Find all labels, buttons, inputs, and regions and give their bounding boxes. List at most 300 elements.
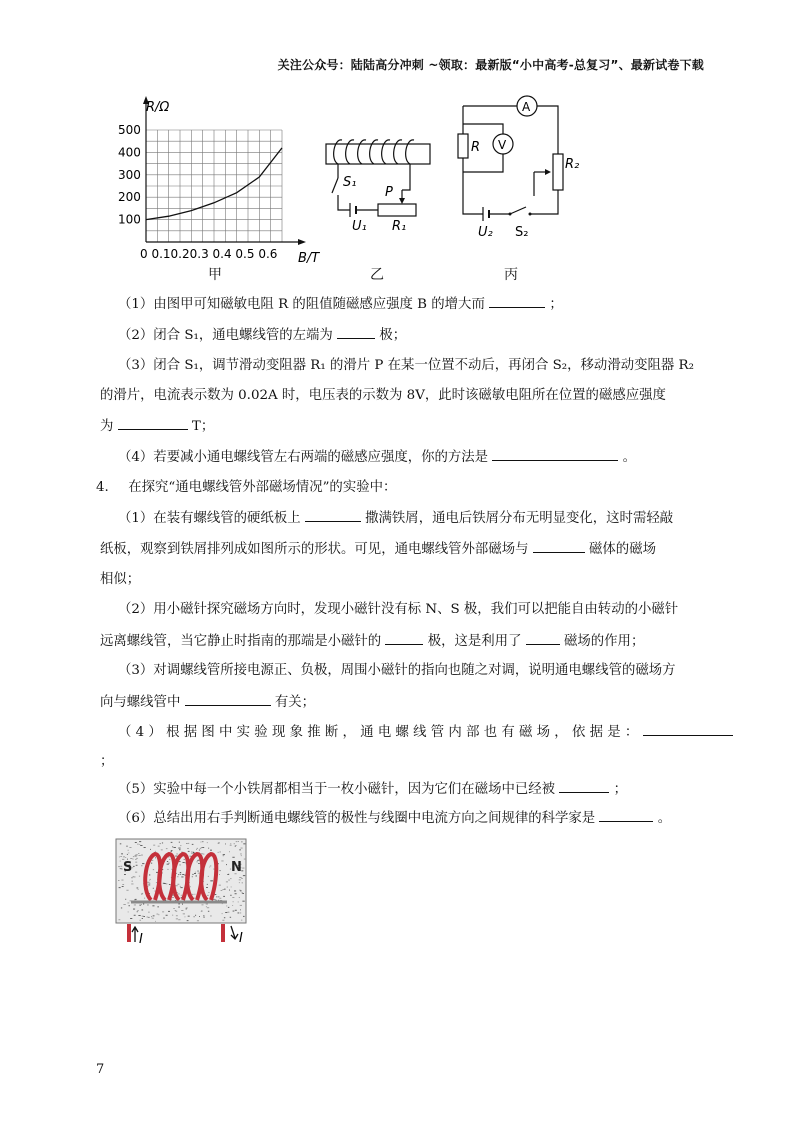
iron-filing: [176, 915, 178, 916]
iron-filing: [175, 856, 177, 857]
iron-filing: [181, 910, 183, 911]
iron-filing: [120, 866, 122, 867]
iron-filing: [182, 904, 183, 905]
iron-filing: [197, 848, 198, 849]
iron-filing: [157, 914, 159, 915]
iron-filing: [162, 869, 163, 870]
iron-filing: [135, 842, 137, 843]
iron-filing: [226, 881, 228, 882]
iron-filing: [136, 858, 138, 859]
rheostat-r2: [553, 154, 563, 190]
iron-filing: [155, 851, 156, 852]
y-axis-label: R/Ω: [146, 100, 170, 115]
iron-filing: [241, 920, 242, 921]
iron-filing: [139, 844, 140, 845]
iron-filing: [149, 883, 151, 884]
iron-filing: [179, 849, 181, 850]
iron-filing: [125, 899, 126, 900]
iron-filing: [235, 893, 237, 894]
iron-filing: [188, 916, 190, 917]
iron-filing: [142, 918, 143, 919]
iron-filing: [176, 854, 178, 855]
label-u2: U₂: [478, 225, 493, 240]
iron-filing: [206, 904, 208, 905]
iron-filing: [150, 849, 151, 850]
q3-part3-line2: 的滑片，电流表示数为 0.02A 时，电压表的示数为 8V，此时该磁敏电阻所在位置的磁感应强度: [100, 388, 666, 403]
iron-filing: [181, 877, 183, 878]
x-tick-labels: 0 0.10.20.3 0.4 0.5 0.6: [140, 247, 278, 261]
iron-filing: [235, 845, 237, 846]
iron-filing: [240, 909, 241, 910]
iron-filing: [236, 841, 238, 842]
iron-filing: [126, 890, 128, 891]
iron-filing: [158, 846, 160, 847]
iron-filing: [180, 872, 181, 873]
iron-filing: [208, 892, 209, 893]
iron-filing: [144, 898, 145, 899]
iron-filing: [158, 914, 159, 915]
iron-filing: [143, 904, 144, 905]
iron-filing: [135, 899, 137, 900]
iron-filing: [129, 847, 131, 848]
iron-filing: [219, 874, 220, 875]
iron-filing: [203, 915, 204, 916]
iron-filing: [201, 847, 203, 848]
page-header: 关注公众号：陆陆高分冲刺 ~领取：最新版“小中高考-总复习”、最新试卷下载: [277, 58, 704, 72]
iron-filing: [230, 917, 231, 918]
iron-filing: [151, 863, 152, 864]
q4-part1-line3: 相似；: [100, 572, 141, 587]
label-s2: S₂: [515, 225, 529, 240]
y-tick-label: 300: [118, 167, 141, 182]
iron-filing: [140, 920, 142, 921]
q4-intro: 4. 在探究“通电螺线管外部磁场情况”的实验中：: [96, 480, 397, 495]
iron-filing: [136, 854, 137, 855]
iron-filing: [239, 849, 241, 850]
iron-filing: [239, 877, 241, 878]
q4-part5: （5）实验中每一个小铁屑都相当于一枚小磁针，因为它们在磁场中已经被 ；: [118, 779, 627, 800]
iron-filing: [233, 911, 235, 912]
resistor-r: [458, 134, 468, 158]
x-axis-label: B/T: [298, 251, 320, 266]
iron-filing: [180, 887, 182, 888]
iron-filing: [232, 857, 234, 858]
iron-filing: [171, 851, 172, 852]
iron-filing: [225, 912, 227, 913]
iron-filing: [243, 875, 245, 876]
iron-filing: [177, 884, 179, 885]
iron-filing: [188, 843, 189, 844]
iron-filing: [222, 920, 224, 921]
iron-filing: [230, 878, 231, 879]
iron-filing: [134, 915, 136, 916]
slider-p-icon: [399, 198, 405, 204]
ammeter-label: A: [522, 100, 531, 114]
iron-filing: [238, 913, 240, 914]
iron-filing: [196, 861, 198, 862]
current-up-arrow-icon: [132, 927, 138, 942]
iron-filing: [121, 868, 122, 869]
iron-filing: [139, 905, 141, 906]
iron-filing: [239, 882, 240, 883]
iron-filing: [241, 848, 243, 849]
iron-filing: [132, 881, 134, 882]
iron-filing: [173, 908, 175, 909]
iron-filing: [141, 904, 142, 905]
iron-filing: [225, 844, 226, 845]
iron-filing: [134, 905, 136, 906]
iron-filing: [129, 905, 130, 906]
iron-filing: [243, 843, 245, 844]
iron-filing: [223, 889, 224, 890]
iron-filing: [142, 865, 143, 866]
label-p: P: [385, 185, 393, 200]
figure-jia-graph: [118, 96, 320, 266]
y-tick-label: 200: [118, 190, 141, 205]
iron-filing: [230, 895, 231, 896]
iron-filing: [142, 916, 144, 917]
iron-filing: [130, 858, 132, 859]
switch-s1: [332, 178, 338, 193]
iron-filing: [123, 856, 125, 857]
iron-filing: [163, 918, 164, 919]
iron-filing: [128, 853, 129, 854]
iron-filing: [147, 917, 148, 918]
q3-part4: （4）若要减小通电螺线管左右两端的磁感应强度，你的方法是 。: [118, 447, 636, 468]
switch-s2: [510, 207, 526, 214]
iron-filing: [180, 865, 181, 866]
iron-filing: [166, 848, 168, 849]
iron-filing: [181, 895, 182, 896]
iron-filing: [178, 904, 179, 905]
iron-filing: [233, 901, 234, 902]
iron-filing: [155, 857, 156, 858]
iron-filing: [222, 913, 223, 914]
iron-filing: [152, 905, 154, 906]
iron-filing: [197, 920, 199, 921]
iron-filing: [157, 906, 159, 907]
iron-filing: [242, 878, 243, 879]
iron-filing: [242, 901, 244, 902]
q4-part3-line1: （3）对调螺线管所接电源正、负极，周围小磁针的指向也随之对调，说明通电螺线管的磁场方: [118, 663, 676, 678]
iron-filing: [241, 841, 242, 842]
iron-filing: [178, 907, 180, 908]
iron-filing: [153, 845, 155, 846]
figure-label-bing: 丙: [504, 267, 518, 283]
iron-filing: [216, 896, 217, 897]
iron-filing: [133, 866, 135, 867]
iron-filing: [148, 912, 150, 913]
iron-filing: [149, 875, 150, 876]
iron-filing: [228, 912, 230, 913]
iron-filing: [142, 893, 143, 894]
iron-filing: [240, 854, 242, 855]
iron-filing: [153, 869, 154, 870]
iron-filing: [166, 915, 168, 916]
label-u1: U₁: [352, 219, 367, 234]
iron-filing: [148, 885, 150, 886]
iron-filing: [223, 854, 225, 855]
figure-label-yi: 乙: [370, 267, 384, 283]
figure-yi-circuit: [326, 140, 430, 217]
label-r: R: [471, 140, 481, 155]
iron-filing: [208, 895, 209, 896]
y-tick-label: 500: [118, 123, 141, 137]
iron-filing: [210, 850, 212, 851]
iron-filing: [139, 841, 141, 842]
q3-part3-line3: 为 T；: [100, 416, 214, 437]
solenoid-core: [326, 144, 430, 164]
iron-filing: [230, 845, 232, 846]
iron-filing: [123, 904, 125, 905]
iron-filing: [126, 846, 127, 847]
iron-filing: [177, 876, 178, 877]
iron-filing: [229, 890, 230, 891]
iron-filing: [187, 920, 189, 921]
label-s1: S₁: [343, 175, 357, 190]
iron-filing: [220, 870, 221, 871]
iron-filing: [199, 850, 200, 851]
iron-filing: [153, 915, 155, 916]
iron-filing: [232, 905, 233, 906]
iron-filing: [183, 862, 185, 863]
iron-filing: [151, 916, 152, 917]
iron-filing: [186, 843, 187, 844]
iron-filing: [215, 894, 217, 895]
iron-filing: [147, 905, 148, 906]
iron-filing: [178, 874, 179, 875]
iron-filing: [207, 884, 208, 885]
iron-filing: [201, 911, 202, 912]
iron-filing: [243, 916, 245, 917]
iron-filing: [175, 910, 177, 911]
iron-filing: [144, 847, 146, 848]
iron-filing: [140, 845, 142, 846]
page-number: 7: [96, 1062, 105, 1077]
iron-filing: [200, 848, 202, 849]
iron-filing: [168, 911, 170, 912]
iron-filing: [172, 846, 173, 847]
iron-filing: [201, 853, 203, 854]
label-r2: R₂: [565, 157, 580, 172]
iron-filing: [221, 890, 223, 891]
iron-filing: [238, 902, 239, 903]
iron-filing: [244, 859, 246, 860]
iron-filing: [137, 910, 139, 911]
solenoid-filings-photo: [115, 838, 255, 948]
q4-part2-line1: （2）用小磁针探究磁场方向时，发现小磁针没有标 N、S 极，我们可以把能自由转动的小磁针: [118, 602, 679, 617]
iron-filing: [191, 853, 193, 854]
iron-filing: [220, 852, 221, 853]
iron-filing: [239, 897, 240, 898]
iron-filing: [240, 890, 242, 891]
iron-filing: [234, 891, 236, 892]
iron-filing: [127, 854, 128, 855]
q4-part1-line1: （1）在装有螺线管的硬纸板上 撒满铁屑，通电后铁屑分布无明显变化，这时需轻敲: [118, 508, 673, 529]
iron-filing: [221, 861, 223, 862]
iron-filing: [185, 916, 186, 917]
iron-filing: [197, 871, 198, 872]
iron-filing: [241, 892, 243, 893]
iron-filing: [164, 883, 166, 884]
iron-filing: [223, 896, 225, 897]
iron-filing: [131, 884, 133, 885]
current-label-left: I: [139, 932, 143, 947]
iron-filing: [208, 911, 209, 912]
q4-part2-line2: 远离螺线管，当它静止时指南的那端是小磁针的 极，这是利用了 磁场的作用；: [100, 631, 644, 652]
iron-filing: [187, 848, 189, 849]
iron-filing: [186, 908, 188, 909]
iron-filing: [206, 887, 208, 888]
y-tick-label: 400: [118, 145, 141, 160]
iron-filing: [142, 910, 144, 911]
iron-filing: [198, 863, 200, 864]
iron-filing: [178, 919, 180, 920]
iron-filing: [130, 918, 132, 919]
iron-filing: [206, 906, 207, 907]
iron-filing: [118, 866, 120, 867]
iron-filing: [184, 859, 185, 860]
iron-filing: [215, 899, 216, 900]
iron-filing: [153, 888, 154, 889]
iron-filing: [169, 859, 170, 860]
iron-filing: [120, 856, 122, 857]
iron-filing: [202, 904, 204, 905]
iron-filing: [203, 917, 204, 918]
iron-filing: [219, 885, 221, 886]
iron-filing: [193, 852, 194, 853]
q3-part1: （1）由图甲可知磁敏电阻 R 的阻值随磁感应强度 B 的增大而 ；: [118, 294, 563, 315]
iron-filing: [172, 915, 173, 916]
iron-filing: [120, 843, 122, 844]
iron-filing: [198, 873, 200, 874]
iron-filing: [239, 879, 241, 880]
iron-filing: [137, 844, 139, 845]
iron-filing: [185, 875, 186, 876]
iron-filing: [211, 916, 212, 917]
iron-filing: [128, 850, 129, 851]
iron-filing: [242, 868, 244, 869]
slider-r2-icon: [545, 169, 551, 175]
iron-filing: [152, 918, 154, 919]
iron-filing: [180, 874, 182, 875]
iron-filing: [235, 846, 236, 847]
iron-filing: [122, 884, 124, 885]
iron-filing: [133, 876, 135, 877]
iron-filing: [208, 876, 209, 877]
current-label-right: I: [239, 931, 243, 946]
iron-filing: [135, 872, 137, 873]
iron-filing: [183, 913, 185, 914]
iron-filing: [223, 855, 224, 856]
iron-filing: [240, 905, 242, 906]
q4-part6: （6）总结出用右手判断通电螺线管的极性与线圈中电流方向之间规律的科学家是 。: [118, 808, 671, 829]
iron-filing: [147, 882, 149, 883]
q4-part4-line1: （ 4 ） 根 据 图 中 实 验 现 象 推 断 ， 通 电 螺 线 管 内 部 也 有 磁 场 ， 依 据 是 ：: [118, 722, 733, 743]
iron-filing: [155, 921, 156, 922]
iron-filing: [227, 887, 228, 888]
iron-filing: [218, 896, 219, 897]
q3-part2: （2）闭合 S₁，通电螺线管的左端为 极；: [118, 325, 406, 346]
iron-filing: [190, 886, 191, 887]
iron-filing: [207, 907, 209, 908]
iron-filing: [211, 880, 213, 881]
iron-filing: [168, 863, 170, 864]
iron-filing: [218, 842, 220, 843]
iron-filing: [167, 869, 168, 870]
iron-filing: [119, 887, 121, 888]
iron-filing: [195, 915, 196, 916]
iron-filing: [137, 888, 139, 889]
iron-filing: [179, 842, 180, 843]
iron-filing: [141, 855, 143, 856]
iron-filing: [230, 843, 231, 844]
iron-filing: [161, 849, 163, 850]
iron-filing: [238, 841, 239, 842]
iron-filing: [219, 898, 221, 899]
iron-filing: [194, 873, 196, 874]
iron-filing: [218, 852, 219, 853]
iron-filing: [128, 912, 129, 913]
iron-filing: [171, 842, 173, 843]
iron-filing: [122, 886, 124, 887]
iron-filing: [174, 847, 176, 848]
iron-filing: [234, 843, 235, 844]
iron-filing: [202, 841, 204, 842]
iron-filing: [224, 889, 226, 890]
iron-filing: [133, 909, 135, 910]
iron-filing: [191, 852, 192, 853]
iron-filing: [226, 906, 227, 907]
graph-grid: [146, 130, 282, 242]
iron-filing: [119, 919, 121, 920]
iron-filing: [180, 845, 181, 846]
iron-filing: [203, 854, 205, 855]
iron-filing: [202, 847, 204, 848]
iron-filing: [210, 866, 211, 867]
iron-filing: [180, 886, 181, 887]
iron-filing: [148, 917, 149, 918]
iron-filing: [137, 911, 138, 912]
iron-filing: [192, 894, 194, 895]
iron-filing: [228, 907, 229, 908]
pole-s-label: S: [123, 860, 133, 875]
current-down-arrow-icon: [231, 926, 238, 939]
iron-filing: [121, 853, 123, 854]
iron-filing: [209, 867, 210, 868]
label-r1: R₁: [392, 219, 407, 234]
iron-filing: [192, 844, 194, 845]
iron-filing: [160, 843, 161, 844]
q4-part4-line2: ；: [100, 754, 114, 769]
iron-filing: [135, 862, 137, 863]
iron-filing: [207, 842, 208, 843]
iron-filing: [118, 880, 120, 881]
iron-filing: [172, 897, 174, 898]
iron-filing: [194, 916, 195, 917]
iron-filing: [228, 874, 229, 875]
iron-filing: [235, 910, 237, 911]
iron-filing: [167, 861, 168, 862]
iron-filing: [162, 911, 164, 912]
iron-filing: [138, 853, 139, 854]
iron-filing: [186, 909, 187, 910]
iron-filing: [149, 880, 150, 881]
iron-filing: [242, 882, 243, 883]
iron-filing: [182, 874, 184, 875]
q4-part3-line2: 向与螺线管中 有关；: [100, 692, 315, 713]
iron-filing: [196, 876, 198, 877]
